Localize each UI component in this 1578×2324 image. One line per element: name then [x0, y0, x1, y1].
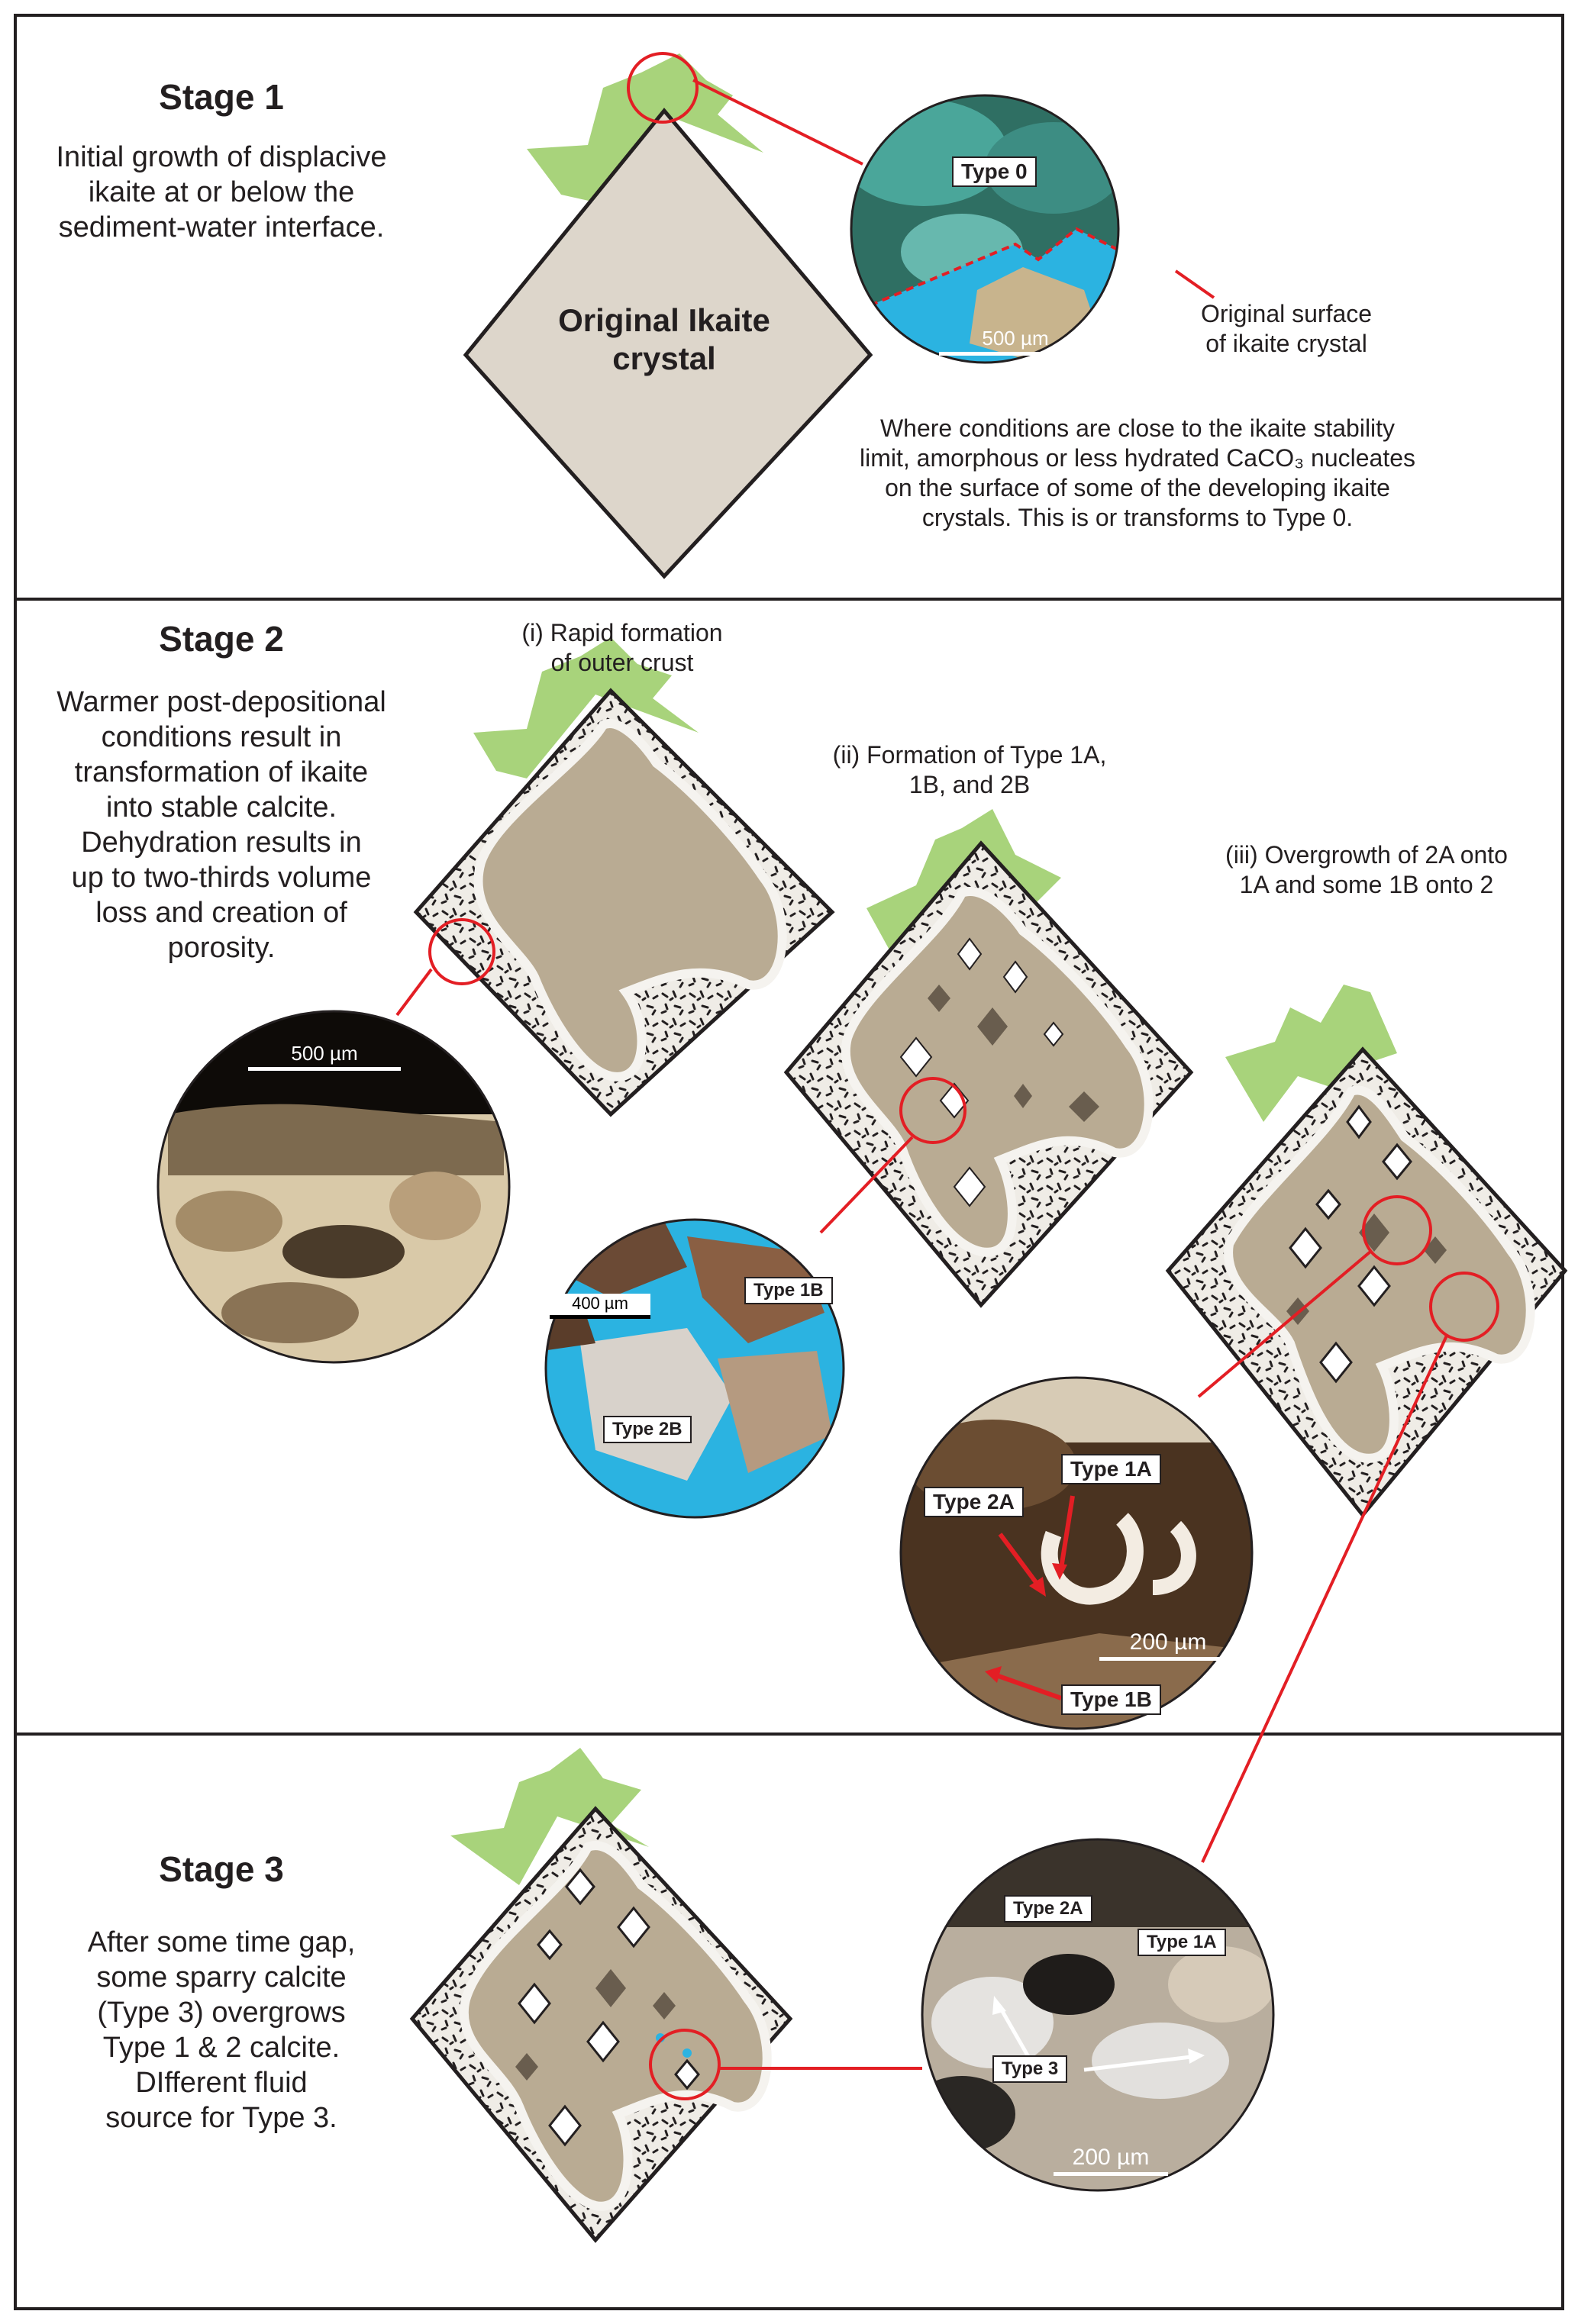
stage2-crystal-iii: [1168, 985, 1565, 1515]
stage2-micrograph-iii: [897, 1374, 1256, 1733]
stage1-crystal-label: Original Ikaite crystal: [558, 302, 770, 376]
stage1-note: Where conditions are close to the ikaite stability limit, amorphous or less hydrated CaCO₃ nucleates on the surface of some of the developing ikaite crystals. This is or transforms to Type 0.: [859, 414, 1415, 531]
stage2-step-ii: (ii) Formation of Type 1A, 1B, and 2B: [832, 741, 1107, 798]
stage1-scale-bar: 500 µm: [939, 327, 1092, 356]
stage2-crystal-i: [416, 637, 832, 1114]
stage2-ii-type2b-tag: Type 2B: [603, 1416, 692, 1443]
stage3-scale-bar: 200 µm: [1054, 2145, 1168, 2176]
stage2-iii-type1b-tag: Type 1B: [1061, 1684, 1161, 1715]
stage1-micrograph: [840, 92, 1122, 366]
stage2-iii-type1a-tag: Type 1A: [1061, 1454, 1161, 1484]
stage2-description: Warmer post-depositional conditions result in transformation of ikaite into stable calcite. Dehydration results in up to two-thirds volume loss and creation of porosity.: [56, 686, 386, 964]
stage1-description: Initial growth of displacive ikaite at or below the sediment-water interface.: [56, 141, 387, 243]
stage2-step-i: (i) Rapid formation of outer crust: [521, 619, 723, 676]
stage3-description: After some time gap, some sparry calcite (Type 3) overgrows Type 1 & 2 calcite. DIfferent fluid source for Type 3.: [87, 1926, 356, 2134]
stage1-surface-label: Original surface of ikaite crystal: [1200, 300, 1373, 357]
stage1-title: Stage 1: [159, 77, 284, 117]
stage2-iii-scale-bar: 200 µm: [1099, 1629, 1237, 1661]
stage3-type3-tag: Type 3: [992, 2055, 1067, 2083]
stage3-type2a-tag: Type 2A: [1004, 1895, 1092, 1923]
stage2-title: Stage 2: [159, 619, 284, 659]
stage2-ii-scale-bar: 400 µm: [550, 1294, 650, 1319]
stage2-iii-type2a-tag: Type 2A: [924, 1487, 1024, 1517]
stage1-type0-tag: Type 0: [952, 156, 1037, 187]
stage2-step-iii: (iii) Overgrowth of 2A onto 1A and some 1B onto 2: [1225, 841, 1508, 898]
stage3-crystal: [412, 1748, 790, 2240]
stage3-micrograph: [908, 1836, 1279, 2194]
stage2-ii-type1b-tag: Type 1B: [744, 1277, 833, 1304]
stage2-crust-scale-bar: 500 µm: [248, 1042, 401, 1071]
stage3-type1a-tag: Type 1A: [1138, 1929, 1226, 1956]
stage3-title: Stage 3: [159, 1849, 284, 1889]
stage2-crystal-ii: [786, 809, 1191, 1305]
